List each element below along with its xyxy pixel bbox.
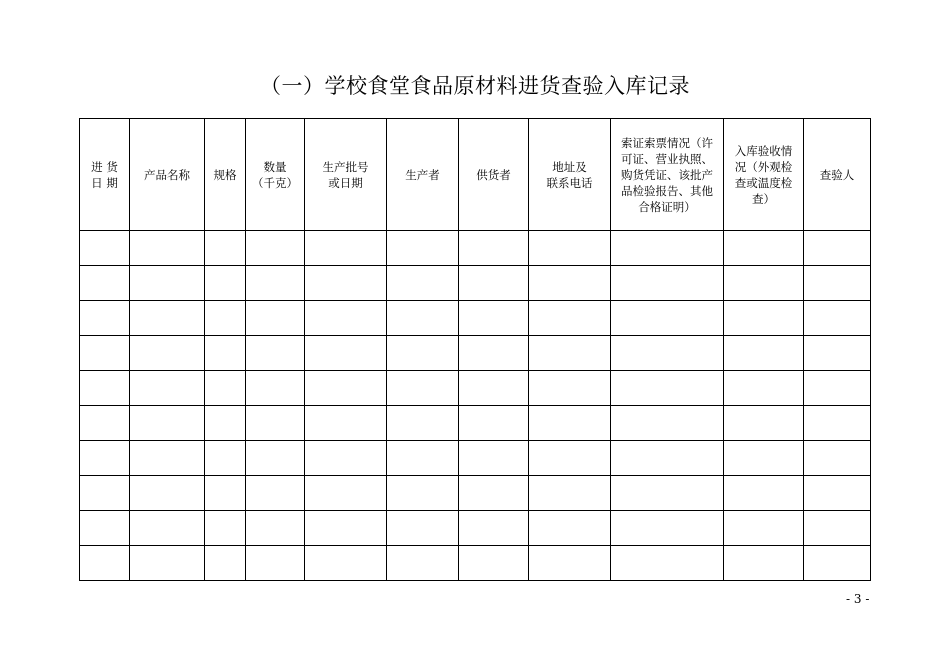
table-cell-quantity[interactable]: [246, 546, 305, 581]
table-cell-producer[interactable]: [387, 231, 459, 266]
table-cell-quantity[interactable]: [246, 266, 305, 301]
table-cell-inspection[interactable]: [724, 406, 804, 441]
table-cell-date[interactable]: [80, 266, 130, 301]
column-header-product-name: 产品名称: [130, 119, 205, 231]
table-cell-producer[interactable]: [387, 336, 459, 371]
table-cell-certificates[interactable]: [611, 231, 724, 266]
table-cell-product-name[interactable]: [130, 336, 205, 371]
table-cell-batch-or-date[interactable]: [305, 441, 387, 476]
table-cell-inspector[interactable]: [804, 476, 871, 511]
table-cell-address-phone[interactable]: [529, 301, 611, 336]
table-cell-certificates[interactable]: [611, 301, 724, 336]
table-cell-producer[interactable]: [387, 476, 459, 511]
table-cell-address-phone[interactable]: [529, 266, 611, 301]
table-cell-inspector[interactable]: [804, 266, 871, 301]
table-cell-inspector[interactable]: [804, 231, 871, 266]
table-cell-producer[interactable]: [387, 406, 459, 441]
column-header-batch-or-date: 生产批号 或日期: [305, 119, 387, 231]
table-cell-spec[interactable]: [205, 231, 246, 266]
table-cell-inspection[interactable]: [724, 441, 804, 476]
table-cell-quantity[interactable]: [246, 371, 305, 406]
table-header-row: [80, 119, 871, 231]
table-cell-spec[interactable]: [205, 371, 246, 406]
table-cell-batch-or-date[interactable]: [305, 301, 387, 336]
page-title: （一）学校食堂食品原材料进货查验入库记录: [260, 74, 690, 98]
column-header-inspection: 入库验收情况（外观检查或温度检查）: [724, 119, 804, 231]
table-cell-product-name[interactable]: [130, 301, 205, 336]
table-row: [80, 301, 871, 336]
table-cell-batch-or-date[interactable]: [305, 231, 387, 266]
table-cell-date[interactable]: [80, 546, 130, 581]
table-cell-spec[interactable]: [205, 546, 246, 581]
table-cell-inspection[interactable]: [724, 546, 804, 581]
table-cell-supplier[interactable]: [459, 371, 529, 406]
table-cell-batch-or-date[interactable]: [305, 336, 387, 371]
table-cell-certificates[interactable]: [611, 336, 724, 371]
table-cell-address-phone[interactable]: [529, 441, 611, 476]
table-cell-address-phone[interactable]: [529, 511, 611, 546]
table-row: [80, 231, 871, 266]
table-cell-supplier[interactable]: [459, 266, 529, 301]
table-row: [80, 441, 871, 476]
table-cell-date[interactable]: [80, 231, 130, 266]
table-cell-batch-or-date[interactable]: [305, 546, 387, 581]
table-cell-spec[interactable]: [205, 406, 246, 441]
table-row: [80, 511, 871, 546]
table-cell-product-name[interactable]: [130, 371, 205, 406]
table-row: [80, 336, 871, 371]
table-cell-quantity[interactable]: [246, 336, 305, 371]
table-cell-batch-or-date[interactable]: [305, 406, 387, 441]
table-cell-producer[interactable]: [387, 441, 459, 476]
table-cell-date[interactable]: [80, 336, 130, 371]
table-cell-address-phone[interactable]: [529, 231, 611, 266]
table-cell-spec[interactable]: [205, 511, 246, 546]
table-cell-inspector[interactable]: [804, 441, 871, 476]
column-header-quantity: 数量 （千克）: [246, 119, 305, 231]
table-cell-inspector[interactable]: [804, 301, 871, 336]
table-cell-address-phone[interactable]: [529, 371, 611, 406]
table-row: [80, 476, 871, 511]
table-cell-date[interactable]: [80, 371, 130, 406]
table-cell-inspection[interactable]: [724, 266, 804, 301]
table-cell-batch-or-date[interactable]: [305, 266, 387, 301]
table-cell-date[interactable]: [80, 441, 130, 476]
table-cell-supplier[interactable]: [459, 231, 529, 266]
table-cell-inspection[interactable]: [724, 301, 804, 336]
table-cell-quantity[interactable]: [246, 441, 305, 476]
column-header-certificates: 索证索票情况（许可证、营业执照、购货凭证、该批产品检验报告、其他合格证明）: [611, 119, 724, 231]
table-row: [80, 546, 871, 581]
table-cell-certificates[interactable]: [611, 371, 724, 406]
table-cell-inspector[interactable]: [804, 406, 871, 441]
table-cell-producer[interactable]: [387, 266, 459, 301]
table-cell-address-phone[interactable]: [529, 406, 611, 441]
table-cell-spec[interactable]: [205, 336, 246, 371]
table-cell-supplier[interactable]: [459, 441, 529, 476]
table-cell-certificates[interactable]: [611, 476, 724, 511]
table-row: [80, 266, 871, 301]
table-cell-spec[interactable]: [205, 266, 246, 301]
table-cell-product-name[interactable]: [130, 231, 205, 266]
table-cell-batch-or-date[interactable]: [305, 371, 387, 406]
table-cell-quantity[interactable]: [246, 301, 305, 336]
table-cell-product-name[interactable]: [130, 511, 205, 546]
table-cell-quantity[interactable]: [246, 476, 305, 511]
table-cell-inspection[interactable]: [724, 511, 804, 546]
table-cell-spec[interactable]: [205, 476, 246, 511]
table-cell-inspector[interactable]: [804, 371, 871, 406]
table-cell-quantity[interactable]: [246, 231, 305, 266]
table-cell-product-name[interactable]: [130, 441, 205, 476]
table-row: [80, 406, 871, 441]
table-cell-product-name[interactable]: [130, 476, 205, 511]
table-cell-batch-or-date[interactable]: [305, 476, 387, 511]
column-header-spec: 规格: [205, 119, 246, 231]
table-cell-address-phone[interactable]: [529, 476, 611, 511]
table-cell-address-phone[interactable]: [529, 336, 611, 371]
page-number: - 3 -: [846, 592, 870, 606]
table-cell-quantity[interactable]: [246, 406, 305, 441]
table-cell-supplier[interactable]: [459, 476, 529, 511]
column-header-address-phone: 地址及 联系电话: [529, 119, 611, 231]
column-header-inspector: 查验人: [804, 119, 871, 231]
table-cell-certificates[interactable]: [611, 266, 724, 301]
table-cell-date[interactable]: [80, 476, 130, 511]
table-cell-supplier[interactable]: [459, 336, 529, 371]
table-cell-supplier[interactable]: [459, 406, 529, 441]
table-cell-inspection[interactable]: [724, 231, 804, 266]
column-header-producer: 生产者: [387, 119, 459, 231]
table-cell-quantity[interactable]: [246, 511, 305, 546]
table-cell-supplier[interactable]: [459, 546, 529, 581]
table-cell-inspection[interactable]: [724, 371, 804, 406]
table-cell-certificates[interactable]: [611, 406, 724, 441]
table-cell-producer[interactable]: [387, 371, 459, 406]
table-cell-inspection[interactable]: [724, 476, 804, 511]
purchase-inspection-table: [79, 118, 871, 581]
table-cell-supplier[interactable]: [459, 301, 529, 336]
table-cell-spec[interactable]: [205, 301, 246, 336]
table-cell-date[interactable]: [80, 511, 130, 546]
table-cell-product-name[interactable]: [130, 266, 205, 301]
table-cell-spec[interactable]: [205, 441, 246, 476]
table-cell-certificates[interactable]: [611, 511, 724, 546]
table-cell-certificates[interactable]: [611, 441, 724, 476]
table-cell-inspector[interactable]: [804, 511, 871, 546]
table-cell-producer[interactable]: [387, 301, 459, 336]
table-cell-certificates[interactable]: [611, 546, 724, 581]
table-cell-batch-or-date[interactable]: [305, 511, 387, 546]
table-cell-inspector[interactable]: [804, 546, 871, 581]
table-cell-inspection[interactable]: [724, 336, 804, 371]
table-body: [80, 231, 871, 581]
table-cell-address-phone[interactable]: [529, 546, 611, 581]
table-cell-date[interactable]: [80, 301, 130, 336]
table-cell-producer[interactable]: [387, 546, 459, 581]
column-header-supplier: 供货者: [459, 119, 529, 231]
table-cell-producer[interactable]: [387, 511, 459, 546]
table-cell-inspector[interactable]: [804, 336, 871, 371]
table-cell-product-name[interactable]: [130, 546, 205, 581]
table-cell-supplier[interactable]: [459, 511, 529, 546]
table-cell-date[interactable]: [80, 406, 130, 441]
column-header-date: 进 货 日 期: [80, 119, 130, 231]
table-cell-product-name[interactable]: [130, 406, 205, 441]
table-row: [80, 371, 871, 406]
